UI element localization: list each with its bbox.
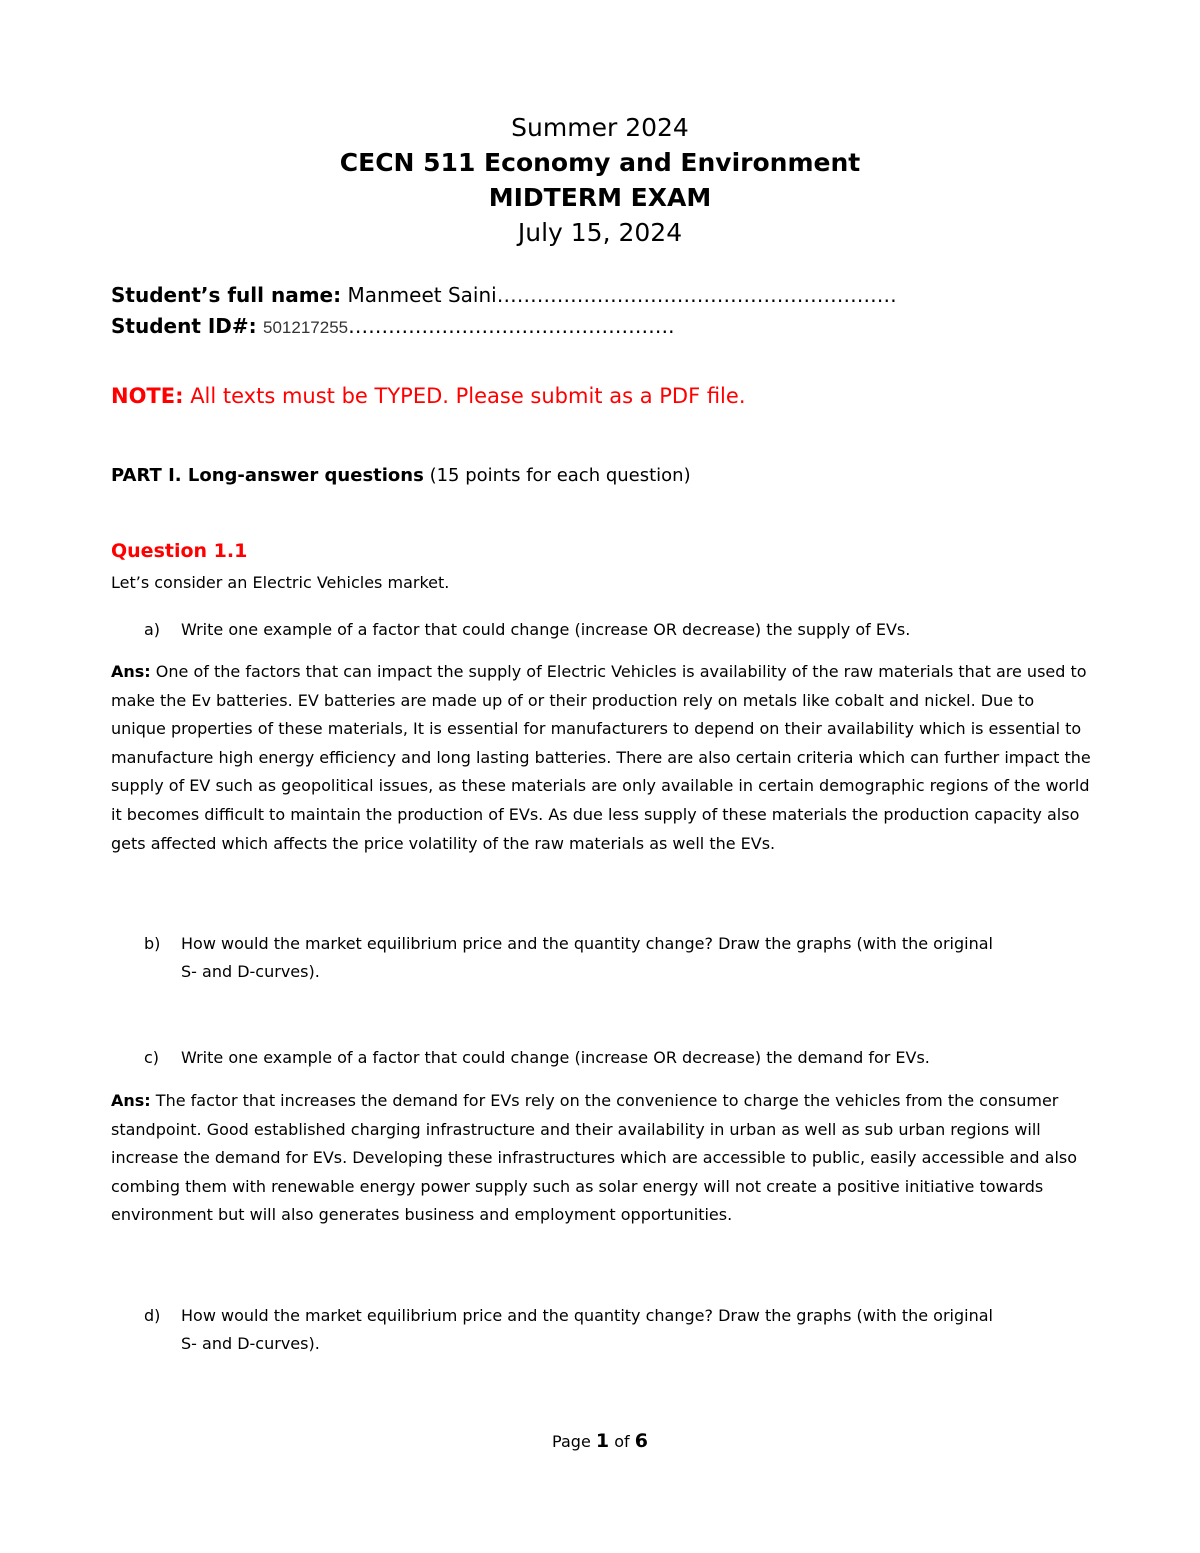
item-cont-d: S- and D-curves). <box>181 1334 320 1353</box>
question-intro: Let’s consider an Electric Vehicles market. <box>111 573 450 592</box>
note-text: All texts must be TYPED. Please submit as a PDF file. <box>190 384 746 408</box>
footer-page-total: 6 <box>634 1430 648 1452</box>
answer-2-text: The factor that increases the demand for EVs rely on the convenience to charge the vehicles from the consumer standpoint. Good established charging infrastructure and their availability in urban as well as sub urban regions will increase the demand for EVs. Developing these infrastructures which are accessible to public, easily accessible and also combing them with renewable energy power supply such as solar energy will not create a positive initiative towards environment but will also generates business and employment opportunities. <box>111 1091 1078 1225</box>
student-info <box>111 280 897 343</box>
submission-note <box>111 384 746 408</box>
answer-1-label: Ans: <box>111 662 151 681</box>
part-heading <box>111 465 691 486</box>
page-footer <box>0 1430 1200 1452</box>
student-name-value: Manmeet Saini…………………………………………………… <box>347 283 897 307</box>
student-id-label: Student ID#: <box>111 314 257 338</box>
part-points: (15 points for each question) <box>429 465 691 486</box>
exam-date: July 15, 2024 <box>517 218 683 247</box>
student-id-dots: …………………………………………. <box>348 314 675 338</box>
item-text-d: How would the market equilibrium price and the quantity change? Draw the graphs (with the original <box>181 1306 993 1325</box>
term-heading: Summer 2024 <box>511 113 689 142</box>
title-block <box>0 110 1200 250</box>
question-item-b <box>144 930 1074 986</box>
item-marker-b: b) <box>144 934 161 953</box>
student-name-label: Student’s full name: <box>111 283 342 307</box>
footer-page-number: 1 <box>595 1430 610 1452</box>
item-text-c: Write one example of a factor that could change (increase OR decrease) the demand for EVs. <box>181 1048 930 1067</box>
item-text-b: How would the market equilibrium price and the quantity change? Draw the graphs (with the original <box>181 934 993 953</box>
footer-of-word: of <box>614 1432 630 1451</box>
item-text-a: Write one example of a factor that could change (increase OR decrease) the supply of EVs. <box>181 620 911 639</box>
part-title: PART I. Long-answer questions <box>111 465 424 486</box>
note-label: NOTE: <box>111 384 184 408</box>
item-marker-d: d) <box>144 1306 161 1325</box>
student-name-line <box>111 280 897 311</box>
course-heading: CECN 511 Economy and Environment <box>339 148 861 177</box>
question-item-c <box>144 1044 1074 1072</box>
student-id-value: 501217255 <box>263 318 349 337</box>
student-id-line <box>111 311 897 343</box>
question-heading: Question 1.1 <box>111 540 248 562</box>
question-item-a <box>144 616 1074 644</box>
answer-2 <box>111 1087 1091 1230</box>
answer-1 <box>111 658 1091 858</box>
answer-1-text: One of the factors that can impact the supply of Electric Vehicles is availability of the raw materials that are used to make the Ev batteries. EV batteries are made up of or their production rely on metals like cobalt and nickel. Due to unique properties of these materials, It is essential for manufacturers to depend on their availability which is essential to manufacture high energy efficiency and long lasting batteries. There are also certain criteria which can further impact the supply of EV such as geopolitical issues, as these materials are only available in certain demographic regions of the world it becomes difficult to maintain the production of EVs. As due less supply of these materials the production capacity also gets affected which affects the price volatility of the raw materials as well the EVs. <box>111 662 1091 853</box>
footer-page-word: Page <box>552 1432 591 1451</box>
item-marker-c: c) <box>144 1048 160 1067</box>
question-item-d <box>144 1302 1074 1358</box>
exam-heading: MIDTERM EXAM <box>488 183 712 212</box>
answer-2-label: Ans: <box>111 1091 151 1110</box>
item-marker-a: a) <box>144 620 161 639</box>
item-cont-b: S- and D-curves). <box>181 962 320 981</box>
